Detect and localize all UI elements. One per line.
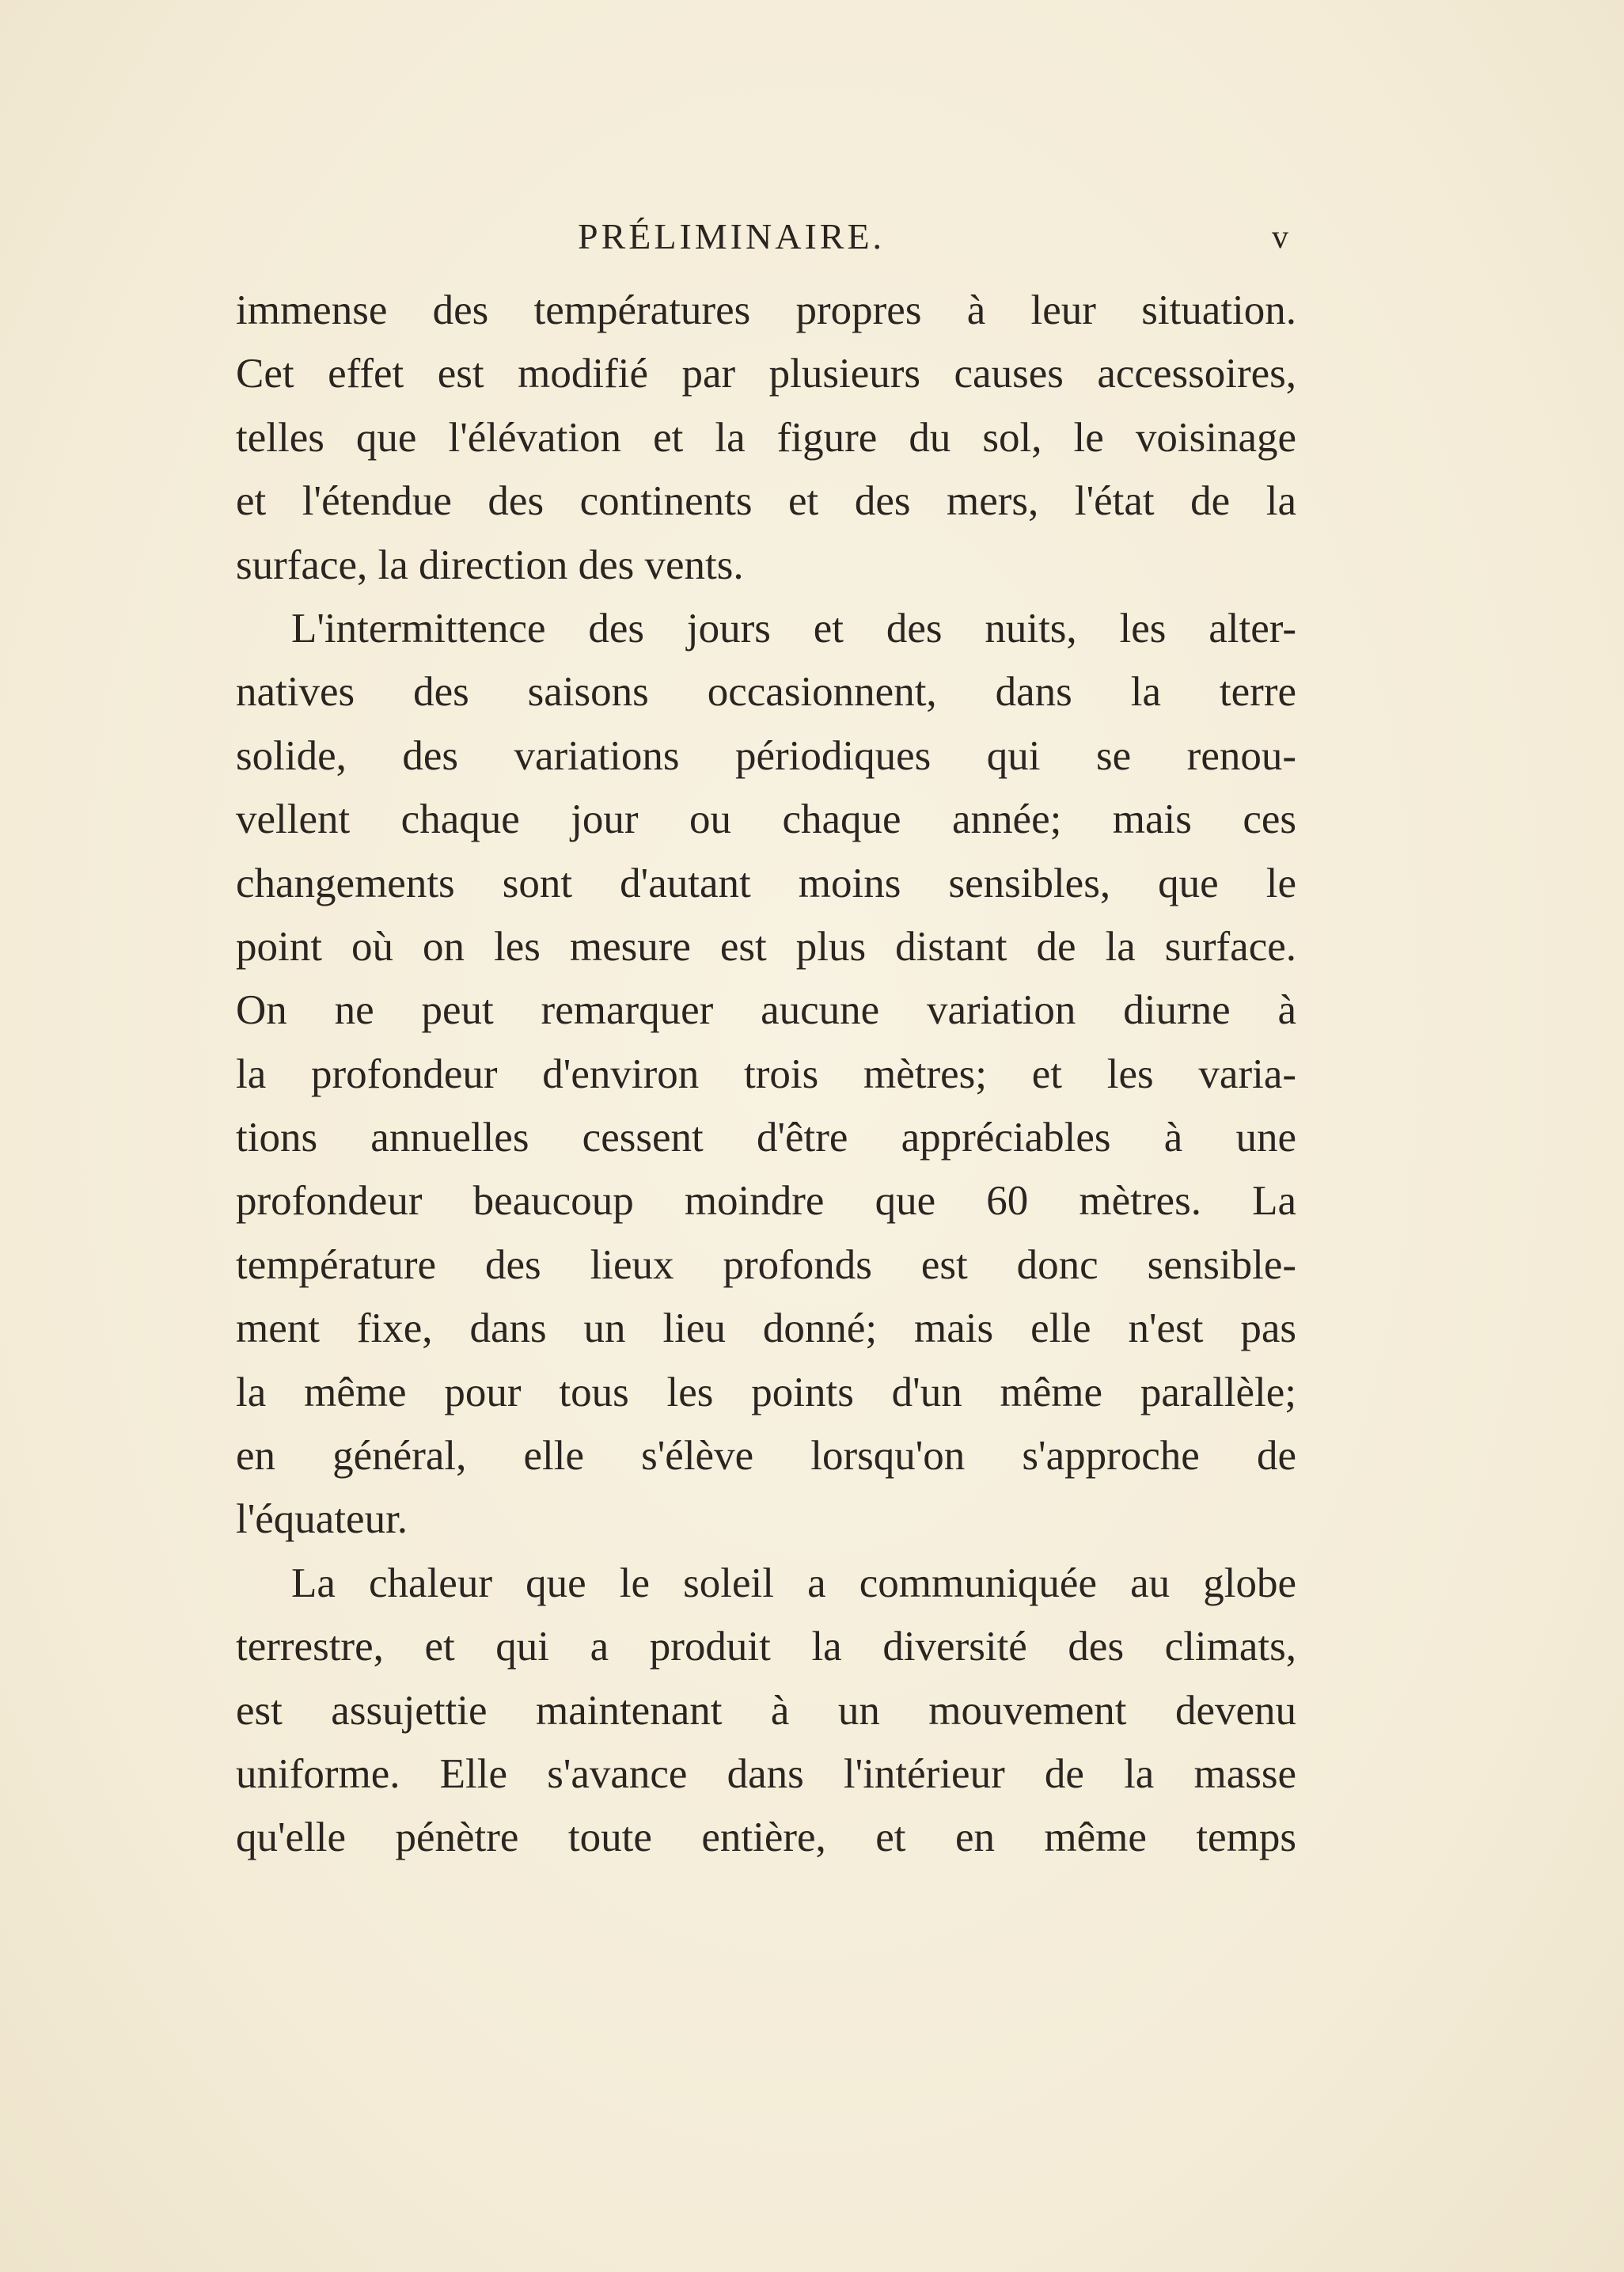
text-line: surface, la direction des vents. (236, 541, 744, 588)
text-line: est assujettie maintenant à un mouvement devenu (236, 1687, 1296, 1734)
text-line: point où on les mesure est plus distant de la surface. (236, 923, 1296, 970)
text-line: changements sont d'autant moins sensibles, que le (236, 860, 1296, 906)
text-line: la profondeur d'environ trois mètres; et les varia- (236, 1051, 1296, 1097)
text-line: tions annuelles cessent d'être appréciables à une (236, 1115, 1296, 1161)
text-line: On ne peut remarquer aucune variation diurne à (236, 987, 1296, 1034)
running-head (236, 215, 1296, 263)
text-line: immense des températures propres à leur situation. (236, 287, 1296, 333)
text-line: et l'étendue des continents et des mers, l'état de la (236, 478, 1296, 525)
text-line: l'équateur. (236, 1496, 408, 1543)
text-line: profondeur beaucoup moindre que 60 mètres. La (236, 1178, 1296, 1225)
text-line: qu'elle pénètre toute entière, et en même temps (236, 1814, 1296, 1861)
body-text (236, 279, 1296, 1870)
text-line: L'intermittence des jours et des nuits, les alter- (291, 605, 1296, 652)
text-line: vellent chaque jour ou chaque année; mais ces (236, 796, 1296, 843)
text-line: natives des saisons occasionnent, dans la terre (236, 669, 1296, 716)
running-title: PRÉLIMINAIRE. (578, 216, 886, 256)
text-line: solide, des variations périodiques qui se renou- (236, 732, 1296, 779)
page-number: v (1272, 219, 1288, 256)
text-line: Cet effet est modifié par plusieurs causes accessoires, (236, 351, 1296, 397)
text-line: uniforme. Elle s'avance dans l'intérieur de la masse (236, 1750, 1296, 1797)
text-line: en général, elle s'élève lorsqu'on s'approche de (236, 1433, 1296, 1480)
text-line: la même pour tous les points d'un même parallèle; (236, 1369, 1296, 1415)
text-line: température des lieux profonds est donc sensible- (236, 1241, 1296, 1288)
text-line: ment fixe, dans un lieu donné; mais elle n'est pas (236, 1305, 1296, 1352)
text-line: La chaleur que le soleil a communiquée au globe (291, 1560, 1296, 1606)
text-line: telles que l'élévation et la figure du sol, le voisinage (236, 414, 1296, 461)
text-line: terrestre, et qui a produit la diversité des climats, (236, 1624, 1296, 1670)
